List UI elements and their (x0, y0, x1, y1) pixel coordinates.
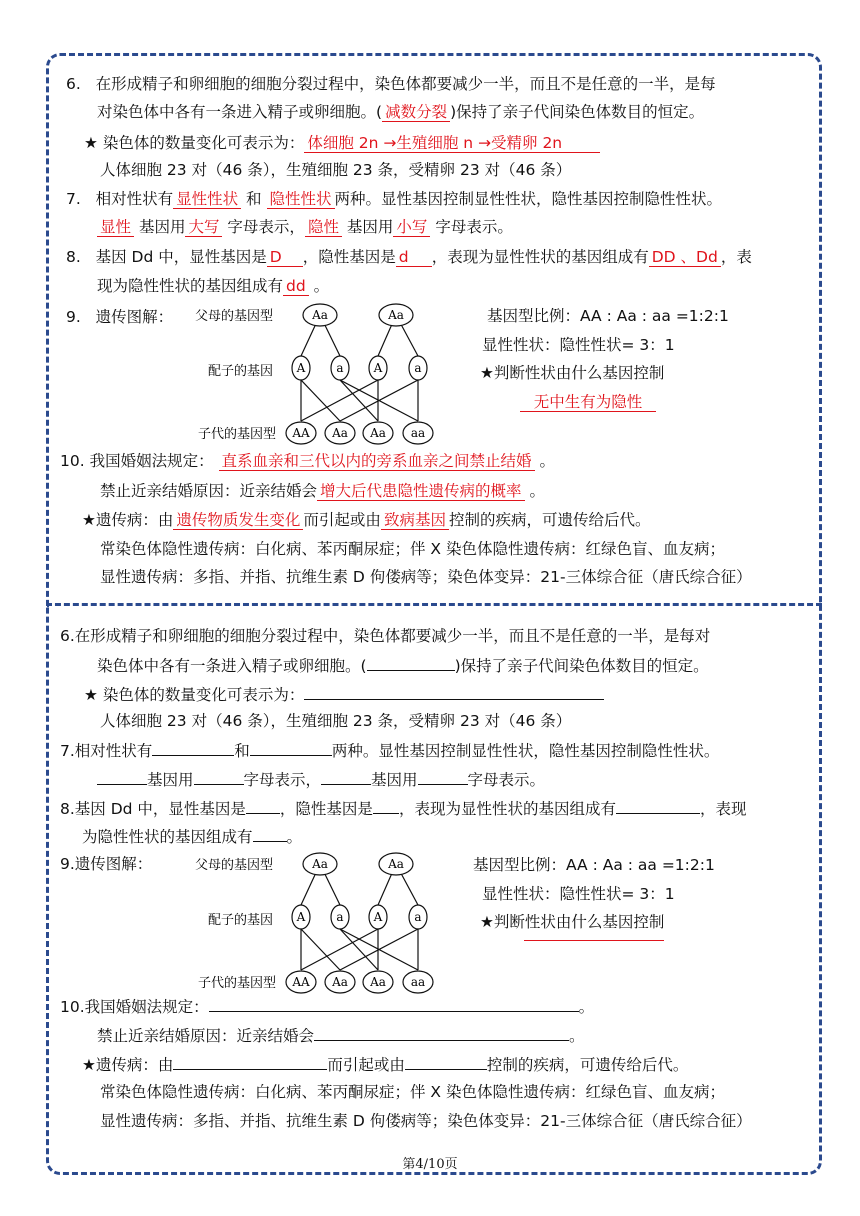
blank[interactable] (253, 825, 287, 842)
top-q6-line2: 对染色体中各有一条进入精子或卵细胞。( 减数分裂 )保持了亲子代间染色体数目的恒定。 (97, 103, 705, 121)
top-q6-line1 (66, 74, 716, 94)
top-judge-answer: 无中生有为隐性 (520, 393, 656, 412)
bottom-q10: 10.我国婚姻法规定： 。 (60, 995, 594, 1017)
bottom-dominant-diseases: 显性遗传病：多指、并指、抗维生素 D 佝偻病等；染色体变异：21-三体综合征（唐氏综合征） (100, 1112, 752, 1130)
blank[interactable] (304, 683, 604, 700)
parent1-genotype: Aa (312, 308, 328, 322)
top-q7-answer-dominant: 显性性状 (173, 190, 241, 209)
blank[interactable] (194, 768, 244, 785)
gamete-4: a (414, 361, 422, 375)
bottom-judge: ★判断性状由什么基因控制 (480, 913, 665, 931)
blank[interactable] (250, 739, 332, 756)
bottom-q9-label: 9.遗传图解： (60, 855, 153, 873)
offspring-label: 子代的基因型 (198, 427, 277, 442)
bottom-q7-line1: 7.相对性状有 和 两种。显性基因控制显性性状，隐性基因控制隐性性状。 (60, 739, 719, 761)
top-chromosome-change: ★ 染色体的数量变化可表示为： 体细胞 2n →生殖细胞 n →受精卵 2n (84, 133, 600, 153)
parents-label: 父母的基因型 (195, 309, 274, 324)
blank[interactable] (314, 1024, 569, 1041)
bottom-chromosome-change: ★ 染色体的数量变化可表示为： (84, 683, 604, 705)
offspring-label: 子代的基因型 (198, 976, 277, 991)
top-q7-line2: 显性 基因用 大写 字母表示， 隐性 基因用 小写 字母表示。 (97, 217, 513, 237)
bottom-genetic-disease: ★遗传病：由 而引起或由 控制的疾病，可遗传给后代。 (82, 1053, 688, 1075)
top-judge-answer-line (520, 392, 656, 412)
top-genotype-ratio: 基因型比例：AA : Aa : aa =1:2:1 (487, 307, 729, 325)
top-ban-answer: 增大后代患隐性遗传病的概率 (317, 482, 525, 501)
bottom-ban-reason: 禁止近亲结婚原因：近亲结婚会 。 (97, 1024, 585, 1046)
gamete-3: A (373, 910, 383, 924)
top-q7-answer-recessive: 隐性性状 (267, 190, 335, 209)
page-number: 第4/10页 (402, 1157, 458, 1172)
gamete-1: A (296, 910, 306, 924)
blank[interactable] (152, 739, 234, 756)
bottom-q8-line2: 为隐性性状的基因组成有 。 (82, 825, 302, 847)
bottom-q8-line1: 8.基因 Dd 中，显性基因是 ，隐性基因是 ，表现为显性性状的基因组成有 ，表现 (60, 797, 746, 819)
offspring-3: Aa (370, 426, 386, 440)
parent1-genotype: Aa (312, 857, 328, 871)
gamete-3: A (373, 361, 383, 375)
blank[interactable] (97, 768, 147, 785)
top-q10-answer: 直系血亲和三代以内的旁系血亲之间禁止结婚 (219, 452, 535, 471)
top-q6-text: 在形成精子和卵细胞的细胞分裂过程中，染色体都要减少一半，而且不是任意的一半，是每 (95, 75, 716, 93)
blank[interactable] (405, 1053, 487, 1070)
top-phenotype-ratio: 显性性状：隐性性状= 3：1 (482, 336, 675, 354)
top-q10: 10. 我国婚姻法规定： 直系血亲和三代以内的旁系血亲之间禁止结婚 。 (60, 452, 556, 470)
top-q8-line2: 现为隐性性状的基因组成有 dd 。 (97, 277, 330, 295)
top-ban-reason: 禁止近亲结婚原因：近亲结婚会 增大后代患隐性遗传病的概率 。 (100, 482, 545, 500)
top-q8-line1: 8. 基因 Dd 中，显性基因是 D ，隐性基因是 d ，表现为显性性状的基因组成有 DD 、Dd ，表 (66, 248, 752, 266)
gamete-4: a (414, 910, 422, 924)
top-dominant-diseases: 显性遗传病：多指、并指、抗维生素 D 佝偻病等；染色体变异：21-三体综合征（唐氏综合征） (100, 568, 752, 586)
bottom-q6-line2: 染色体中各有一条进入精子或卵细胞。( )保持了亲子代间染色体数目的恒定。 (97, 654, 709, 676)
blank[interactable] (367, 654, 455, 671)
top-q6-number: 6. (66, 75, 81, 93)
blank[interactable] (173, 1053, 327, 1070)
top-inheritance-diagram (190, 300, 450, 445)
bottom-q7-line2: 基因用 字母表示， 基因用 字母表示。 (97, 768, 545, 790)
top-q6-answer: 减数分裂 (382, 103, 450, 122)
gametes-label: 配子的基因 (208, 913, 274, 928)
blank[interactable] (418, 768, 468, 785)
parent2-genotype: Aa (388, 308, 404, 322)
blank[interactable] (246, 797, 280, 814)
gametes-label: 配子的基因 (208, 364, 274, 379)
offspring-3: Aa (370, 975, 386, 989)
bottom-inheritance-diagram (190, 849, 450, 994)
gamete-2: a (336, 361, 344, 375)
blank[interactable] (616, 797, 700, 814)
gamete-1: A (296, 361, 306, 375)
bottom-phenotype-ratio: 显性性状：隐性性状= 3：1 (482, 885, 675, 903)
offspring-1: AA (292, 426, 310, 440)
bottom-q6-line1: 6.在形成精子和卵细胞的细胞分裂过程中，染色体都要减少一半，而且不是任意的一半，是每对 (60, 627, 711, 645)
bottom-genotype-ratio: 基因型比例：AA : Aa : aa =1:2:1 (473, 856, 715, 874)
offspring-4: aa (410, 975, 426, 989)
bottom-human-counts: 人体细胞 23 对（46 条），生殖细胞 23 条，受精卵 23 对（46 条） (100, 712, 572, 730)
gamete-2: a (336, 910, 344, 924)
parents-label: 父母的基因型 (195, 858, 274, 873)
top-chromosome-answer: 体细胞 2n →生殖细胞 n →受精卵 2n (304, 134, 600, 153)
bottom-autosomal-diseases: 常染色体隐性遗传病：白化病、苯丙酮尿症；伴 X 染色体隐性遗传病：红绿色盲、血友病； (100, 1083, 725, 1101)
offspring-2: Aa (332, 426, 348, 440)
parent2-genotype: Aa (388, 857, 404, 871)
blank[interactable] (373, 797, 399, 814)
top-autosomal-diseases: 常染色体隐性遗传病：白化病、苯丙酮尿症；伴 X 染色体隐性遗传病：红绿色盲、血友病； (100, 540, 725, 558)
top-genetic-disease: ★遗传病：由 遗传物质发生变化 而引起或由 致病基因 控制的疾病，可遗传给后代。 (82, 511, 651, 529)
top-judge: ★判断性状由什么基因控制 (480, 364, 665, 382)
bottom-judge-answer-line[interactable] (524, 940, 664, 941)
blank[interactable] (321, 768, 371, 785)
blank[interactable] (209, 995, 579, 1012)
top-q9-label: 9. 遗传图解： (66, 308, 174, 326)
offspring-1: AA (292, 975, 310, 989)
offspring-2: Aa (332, 975, 348, 989)
offspring-4: aa (410, 426, 426, 440)
top-q7-line1: 7. 相对性状有 显性性状 和 隐性性状 两种。显性基因控制显性性状，隐性基因控制隐性性状。 (66, 190, 723, 208)
top-human-counts: 人体细胞 23 对（46 条），生殖细胞 23 条，受精卵 23 对（46 条） (100, 161, 572, 179)
